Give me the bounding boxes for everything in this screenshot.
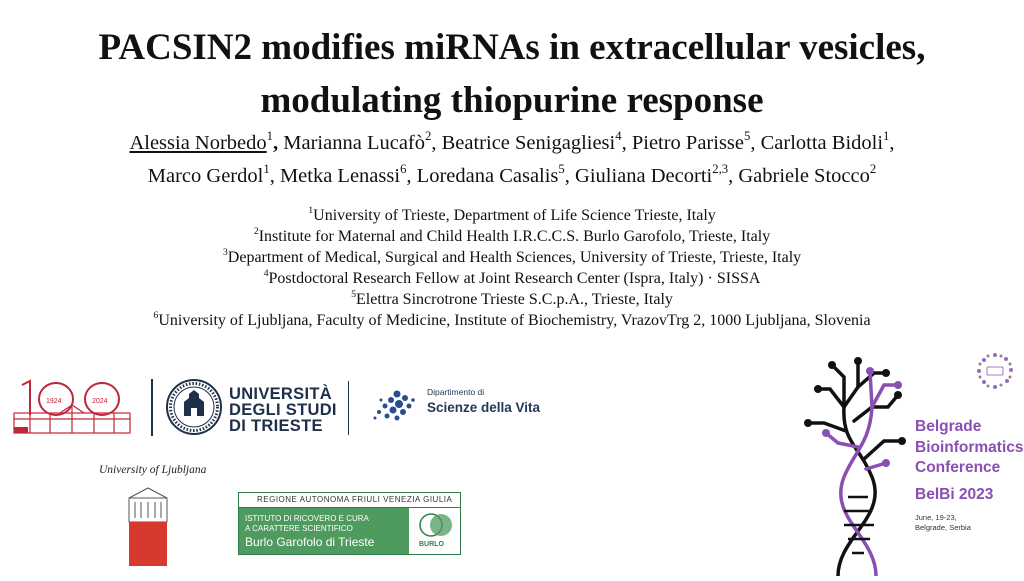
affiliation-mark: 3 xyxy=(222,246,228,258)
author-name: Carlotta Bidoli xyxy=(755,132,884,154)
units-line-2: DEGLI STUDI xyxy=(229,401,337,419)
burlo-line-1: ISTITUTO DI RICOVERO E CURA xyxy=(245,514,369,523)
author-name: Marianna Lucafò xyxy=(278,132,425,154)
units-line-1: UNIVERSITÀ xyxy=(229,385,332,403)
author-name: Giuliana Decorti xyxy=(569,165,713,187)
author-affiliation-mark: 1 xyxy=(263,161,270,176)
centenary-year-start: 1924 xyxy=(46,398,62,405)
author-affiliation-mark: 5 xyxy=(558,161,565,176)
affiliation-text: University of Ljubljana, Faculty of Medicine, Institute of Biochemistry, VrazovTrg 2, 1000 Ljubljana, Slovenia xyxy=(158,312,871,329)
author-separator: , xyxy=(564,165,570,187)
author-separator: , xyxy=(431,132,437,154)
author-separator: , xyxy=(273,132,279,154)
author-name: Metka Lenassi xyxy=(274,165,401,187)
burlo-mark: BURLO xyxy=(419,541,444,548)
conference-date: June, 19-23, xyxy=(915,513,957,522)
conference-line-2: Bioinformatics xyxy=(915,438,1024,456)
dna-tree-graphic xyxy=(798,347,916,576)
affiliation-line xyxy=(0,225,1024,245)
conference-text xyxy=(915,417,1024,532)
dipartimento-small: Dipartimento di xyxy=(427,387,485,397)
affiliation-text: Elettra Sincrotrone Trieste S.C.p.A., Trieste, Italy xyxy=(356,291,673,308)
ljubljana-label: University of Ljubljana xyxy=(99,464,207,476)
conference-line-4: BelBi 2023 xyxy=(915,485,994,503)
units-seal xyxy=(165,378,223,436)
author-affiliation-mark: 1 xyxy=(266,128,274,143)
affiliation-line xyxy=(0,204,1024,224)
affiliation-mark: 4 xyxy=(263,267,269,279)
affiliation-line xyxy=(0,288,1024,308)
conference-place: Belgrade, Serbia xyxy=(915,522,971,532)
logo-divider xyxy=(151,379,153,436)
author-name: Marco Gerdol xyxy=(147,165,264,187)
belbi-round-logo xyxy=(973,349,1017,393)
authors-line-1 xyxy=(0,128,1024,154)
dipartimento-dots-icon xyxy=(367,386,419,426)
affiliation-line xyxy=(0,267,1024,287)
author-affiliation-mark: 2 xyxy=(869,161,877,176)
affiliation-line xyxy=(0,246,1024,266)
affiliation-mark: 1 xyxy=(308,204,314,216)
author-affiliation-mark: 2 xyxy=(425,128,432,143)
conference-line-3: Conference xyxy=(915,459,1001,476)
author-separator: , xyxy=(406,165,412,187)
affiliation-text: University of Trieste, Department of Life Science Trieste, Italy xyxy=(313,207,716,224)
author-affiliation-mark: 2,3 xyxy=(712,161,729,176)
author-affiliation-mark: 6 xyxy=(400,161,407,176)
burlo-mark-icon xyxy=(417,511,455,541)
dipartimento-text xyxy=(427,387,540,415)
author-separator: , xyxy=(889,132,895,154)
centenary-logo xyxy=(10,377,136,439)
author-separator: , xyxy=(621,132,627,154)
affiliation-text: Department of Medical, Surgical and Health Sciences, University of Trieste, Trieste, Italy xyxy=(227,249,802,266)
units-wordmark xyxy=(229,386,339,434)
title-line-2: modulating thiopurine response xyxy=(260,80,764,121)
burlo-line-3: Burlo Garofolo di Trieste xyxy=(245,535,375,549)
burlo-header: REGIONE AUTONOMA FRIULI VENEZIA GIULIA xyxy=(239,493,460,508)
author-name: Pietro Parisse xyxy=(626,132,745,154)
affiliation-line xyxy=(0,309,1024,329)
author-name: Alessia Norbedo xyxy=(129,132,267,154)
dipartimento-big: Scienze della Vita xyxy=(427,400,541,415)
author-affiliation-mark: 4 xyxy=(615,128,622,143)
title-line-1: PACSIN2 modifies miRNAs in extracellular vesicles, xyxy=(98,27,926,68)
author-separator: , xyxy=(269,165,275,187)
ljubljana-logo xyxy=(127,486,169,566)
centenary-year-end: 2024 xyxy=(92,398,108,405)
logo-divider-2 xyxy=(348,381,349,435)
burlo-logo xyxy=(238,492,461,555)
units-line-3: DI TRIESTE xyxy=(229,417,323,435)
author-name: Gabriele Stocco xyxy=(733,165,870,187)
authors-line-2 xyxy=(0,161,1024,187)
author-name: Beatrice Senigagliesi xyxy=(436,132,616,154)
author-name: Loredana Casalis xyxy=(411,165,559,187)
author-separator: , xyxy=(750,132,756,154)
conference-line-1: Belgrade xyxy=(915,418,982,435)
burlo-line-2: A CARATTERE SCIENTIFICO xyxy=(245,524,353,533)
author-affiliation-mark: 1 xyxy=(883,128,890,143)
author-affiliation-mark: 5 xyxy=(744,128,751,143)
affiliation-mark: 5 xyxy=(351,288,357,300)
affiliation-mark: 2 xyxy=(253,225,259,237)
author-separator: , xyxy=(728,165,734,187)
affiliation-mark: 6 xyxy=(153,309,159,321)
affiliation-text: Institute for Maternal and Child Health I.R.C.C.S. Burlo Garofolo, Trieste, Italy xyxy=(258,228,771,245)
affiliation-text: Postdoctoral Research Fellow at Joint Research Center (Ispra, Italy) · SISSA xyxy=(268,270,761,287)
